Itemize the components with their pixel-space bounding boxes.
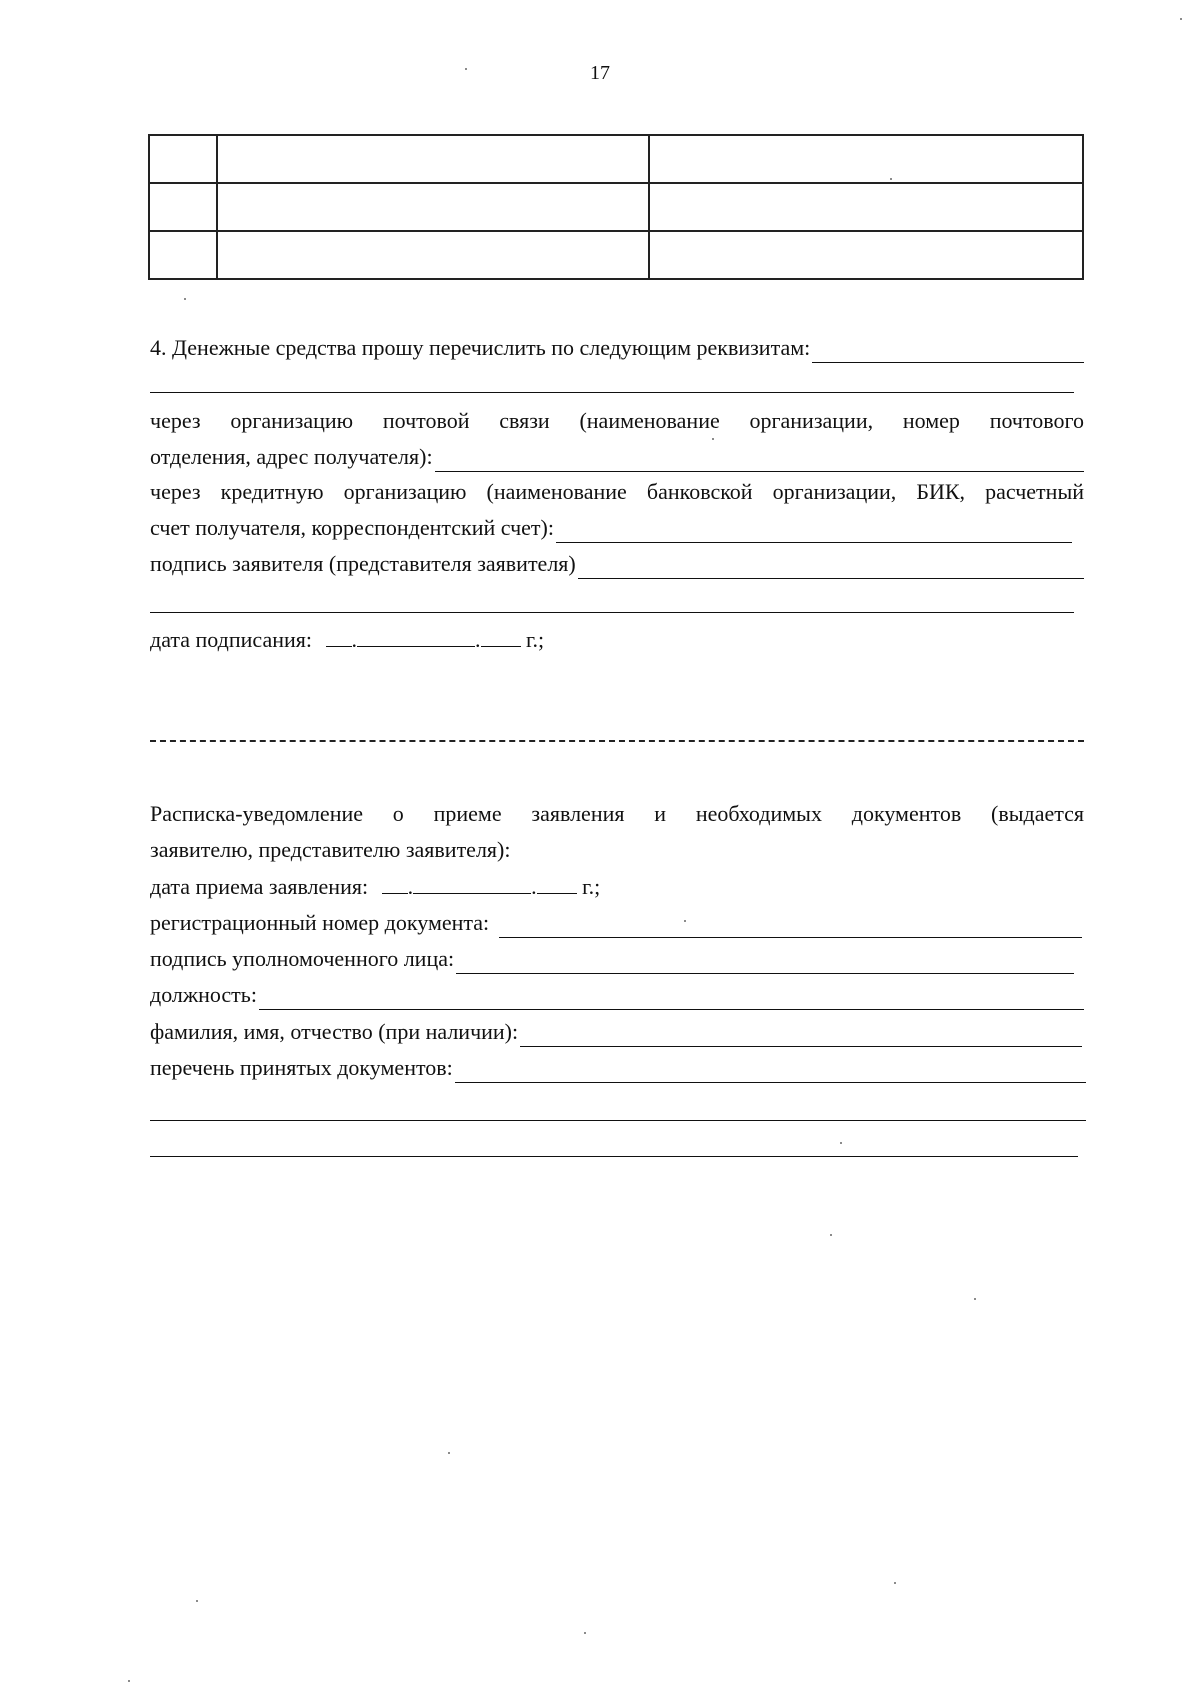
signing-date-row	[150, 625, 544, 655]
receipt-date-row	[150, 872, 600, 902]
table-row	[149, 231, 1083, 279]
table-cell	[149, 231, 217, 279]
full-name-row	[150, 1017, 1082, 1047]
applicant-signature-row	[150, 549, 1084, 579]
signing-month-field[interactable]	[357, 626, 475, 647]
position-label: должность:	[150, 982, 257, 1007]
authorized-signature-row	[150, 944, 1074, 974]
page-number: 17	[590, 62, 610, 84]
scan-speck	[684, 920, 686, 922]
applicant-signature-field[interactable]	[578, 556, 1084, 579]
payment-details-line-2[interactable]	[150, 392, 1074, 393]
scan-speck	[184, 298, 186, 300]
scan-speck	[830, 1234, 832, 1236]
date-separator: .	[475, 627, 481, 652]
applicant-signature-label: подпись заявителя (представителя заявителя)	[150, 551, 576, 576]
payment-details-heading: 4. Денежные средства прошу перечислить по следующим реквизитам:	[150, 335, 811, 360]
scan-speck	[448, 1452, 450, 1454]
receipt-year-field[interactable]	[537, 873, 577, 894]
signing-day-field[interactable]	[326, 626, 352, 647]
receipt-heading-line1: Расписка-уведомление о приеме заявления и необходимых документов (выдается	[150, 801, 1084, 826]
signing-year-field[interactable]	[481, 626, 521, 647]
table-cell	[649, 231, 1083, 279]
date-separator: .	[351, 627, 357, 652]
receipt-day-field[interactable]	[382, 873, 408, 894]
documents-list-line-2[interactable]	[150, 1120, 1086, 1121]
blank-table	[148, 134, 1084, 280]
bank-option-label: счет получателя, корреспондентский счет):	[150, 515, 554, 540]
authorized-signature-label: подпись уполномоченного лица:	[150, 946, 455, 971]
postal-option-line1: через организацию почтовой связи (наименование организации, номер почтового	[150, 408, 1084, 433]
table-cell	[149, 135, 217, 183]
authorized-signature-field[interactable]	[456, 951, 1074, 974]
bank-details-field[interactable]	[556, 520, 1072, 543]
date-separator: .	[531, 874, 537, 899]
table-cell	[649, 135, 1083, 183]
table-cell	[217, 183, 649, 231]
scan-speck	[840, 1142, 842, 1144]
scan-speck	[584, 1632, 586, 1634]
table-cell	[149, 183, 217, 231]
position-row	[150, 980, 1084, 1010]
documents-list-line-3[interactable]	[150, 1156, 1078, 1157]
payment-details-field[interactable]	[812, 340, 1084, 363]
receipt-date-label: дата приема заявления:	[150, 874, 369, 899]
year-suffix: г.;	[582, 874, 601, 899]
bank-option-line1: через кредитную организацию (наименование банковской организации, БИК, расчетный	[150, 479, 1084, 504]
table-row	[149, 135, 1083, 183]
position-field[interactable]	[259, 987, 1084, 1010]
date-separator: .	[407, 874, 414, 899]
receipt-month-field[interactable]	[413, 873, 531, 894]
reg-number-row	[150, 908, 1082, 938]
table-cell	[649, 183, 1083, 231]
table-cell	[217, 231, 649, 279]
cut-line	[150, 740, 1084, 742]
postal-address-field[interactable]	[435, 449, 1084, 472]
scan-speck	[974, 1298, 976, 1300]
table-cell	[217, 135, 649, 183]
receipt-heading-line2: заявителю, представителю заявителя):	[150, 837, 511, 862]
year-suffix: г.;	[526, 627, 545, 652]
reg-number-label: регистрационный номер документа:	[150, 910, 490, 935]
scan-speck	[465, 68, 467, 70]
postal-option-row	[150, 442, 1084, 472]
documents-list-field[interactable]	[455, 1060, 1086, 1083]
scan-speck	[128, 1680, 130, 1682]
signing-date-label: дата подписания:	[150, 627, 312, 652]
documents-list-label: перечень принятых документов:	[150, 1055, 453, 1080]
table-row	[149, 183, 1083, 231]
scan-speck	[894, 1582, 896, 1584]
full-name-field[interactable]	[520, 1024, 1082, 1047]
payment-details-heading-row	[150, 333, 1084, 363]
scan-speck	[712, 438, 714, 440]
documents-list-row	[150, 1053, 1086, 1083]
scan-speck	[890, 178, 892, 180]
full-name-label: фамилия, имя, отчество (при наличии):	[150, 1019, 519, 1044]
scan-speck	[196, 1600, 198, 1602]
scan-speck	[1180, 18, 1182, 20]
reg-number-field[interactable]	[499, 915, 1082, 938]
bank-option-row	[150, 513, 1072, 543]
postal-option-label: отделения, адрес получателя):	[150, 444, 433, 469]
applicant-signature-line-2[interactable]	[150, 612, 1074, 613]
